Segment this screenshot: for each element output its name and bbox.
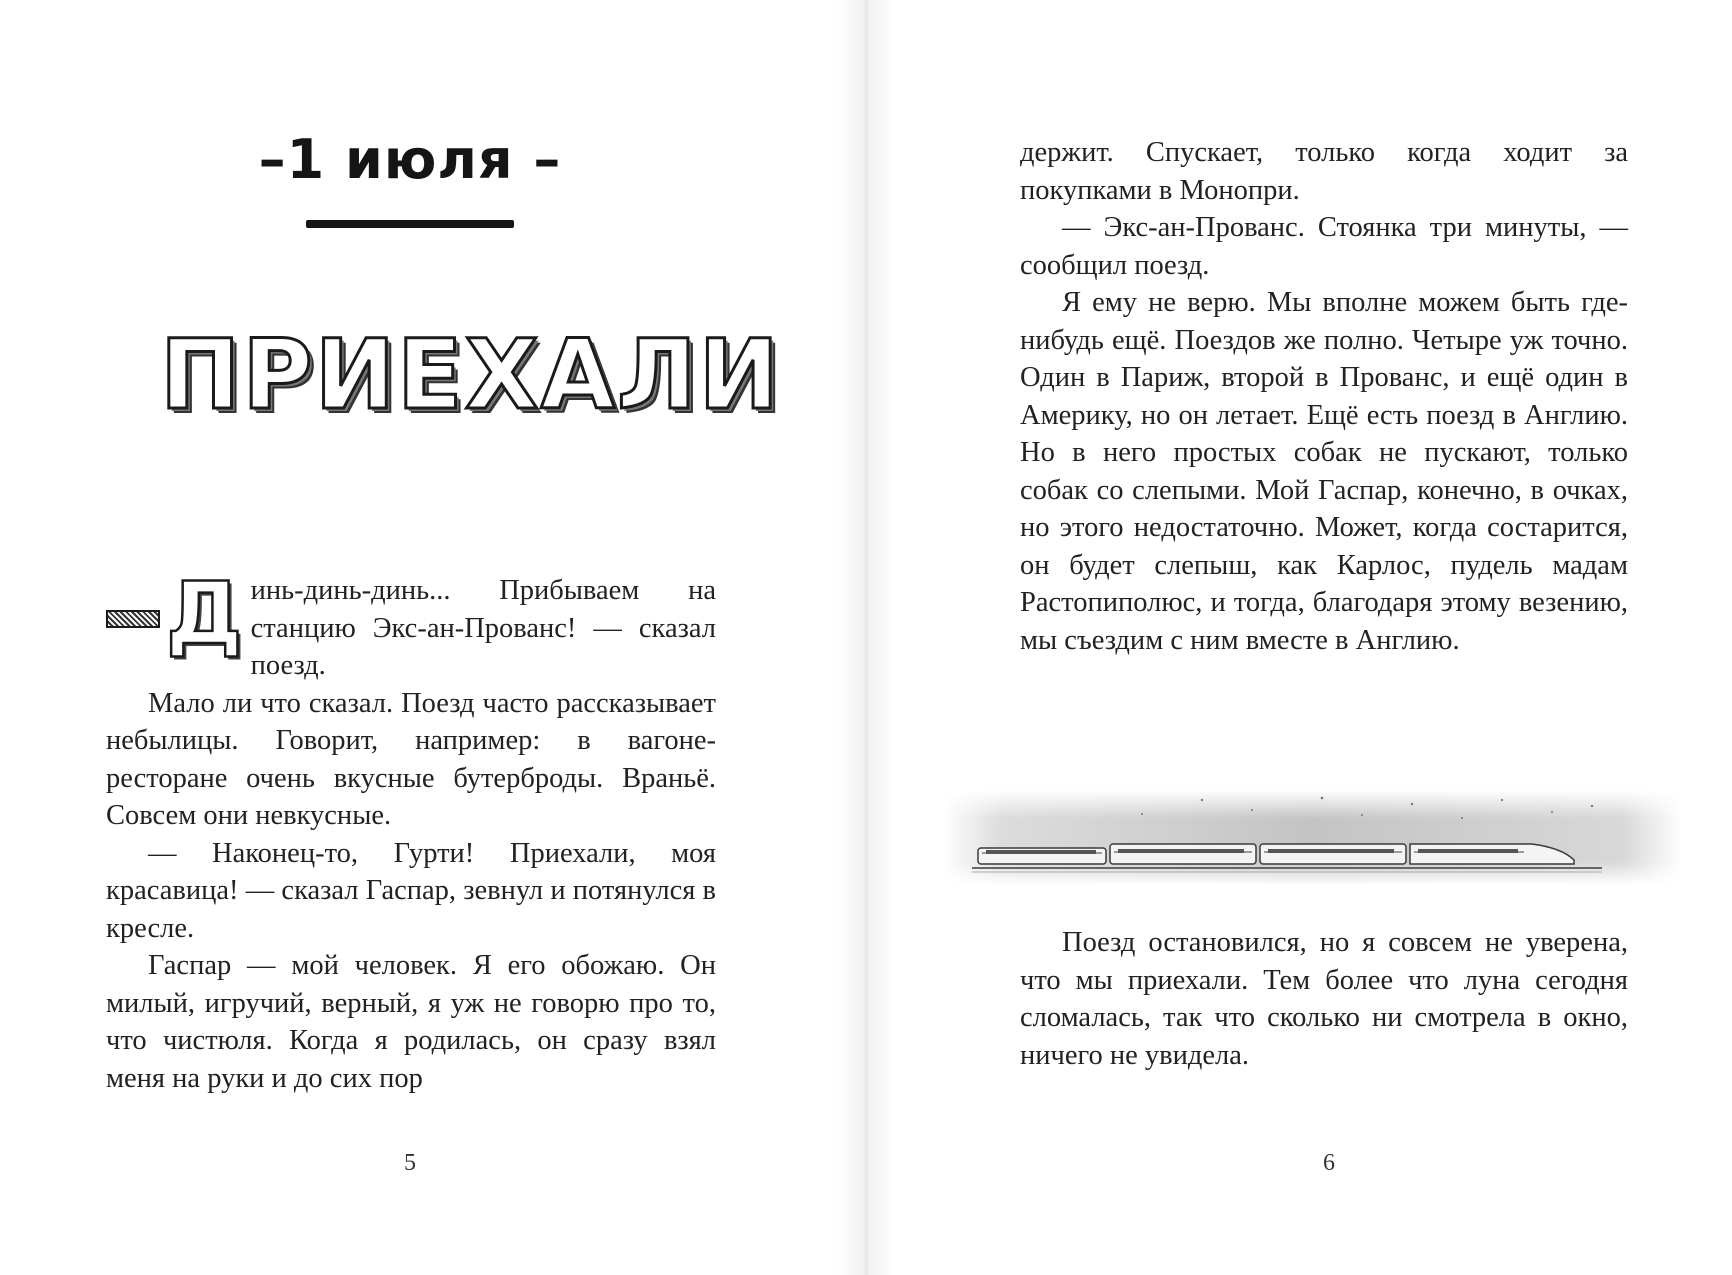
dropcap-block — [106, 564, 243, 664]
right-body-text-after — [1020, 924, 1628, 1074]
right-page — [866, 0, 1732, 1275]
left-body-text — [106, 564, 716, 1097]
paragraph-1: держит. Спускает, только когда ходит за покупками в Монопри. — [1020, 137, 1628, 206]
paragraph-1 — [106, 564, 716, 685]
page-number: 6 — [1323, 1150, 1335, 1176]
paragraph-2: Мало ли что сказал. Поезд часто рассказывает небылицы. Говорит, например: в вагоне-ресторане очень вкусные бутерброды. Враньё. Совсем они невкусные. — [106, 687, 716, 831]
dropcap-letter: Д — [166, 564, 243, 664]
page-number: 5 — [404, 1150, 416, 1176]
train-illustration — [942, 770, 1682, 900]
right-body-text — [1020, 134, 1628, 659]
paragraph-3: Я ему не верю. Мы вполне можем быть где-нибудь ещё. Поездов же полно. Четыре уж точно. Один в Париж, второй в Прованс, и ещё один в Америку, но он летает. Ещё есть поезд в Англию. Но в него простых собак не пускают, только собак со слепыми. Мой Гаспар, конечно, в очках, но этого недостаточно. Может, когда состарится, он будет слепыш, как Карлос, пудель мадам Растопиполюс, и тогда, благодаря этому везению, мы съездим с ним вместе в Англию. — [1020, 287, 1628, 656]
paragraph-2: — Экс-ан-Прованс. Стоянка три минуты, — сообщил поезд. — [1020, 212, 1628, 281]
paragraph-4: Поезд остановился, но я совсем не уверена, что мы приехали. Тем более что луна сегодня сломалась, так что сколько ни смотрела в окно, ничего не увидела. — [1020, 927, 1628, 1071]
paragraph-4: Гаспар — мой человек. Я его обожаю. Он милый, игручий, верный, я уж не говорю про то, что чистюля. Когда я родилась, он сразу взял меня на руки и до сих пор — [106, 950, 716, 1094]
chapter-date: –1 июля – — [258, 128, 562, 191]
chapter-title: ПРИЕХАЛИ — [160, 319, 782, 431]
paragraph-3: — Наконец-то, Гурти! Приехали, моя красавица! — сказал Гаспар, зевнул и потянулся в кресле. — [106, 837, 716, 944]
em-dash-ornament — [106, 610, 160, 628]
chapter-rule — [306, 220, 514, 228]
paragraph-text: инь-динь-динь... Прибываем на станцию Экс-ан-Прованс! — сказал поезд. — [250, 575, 716, 681]
